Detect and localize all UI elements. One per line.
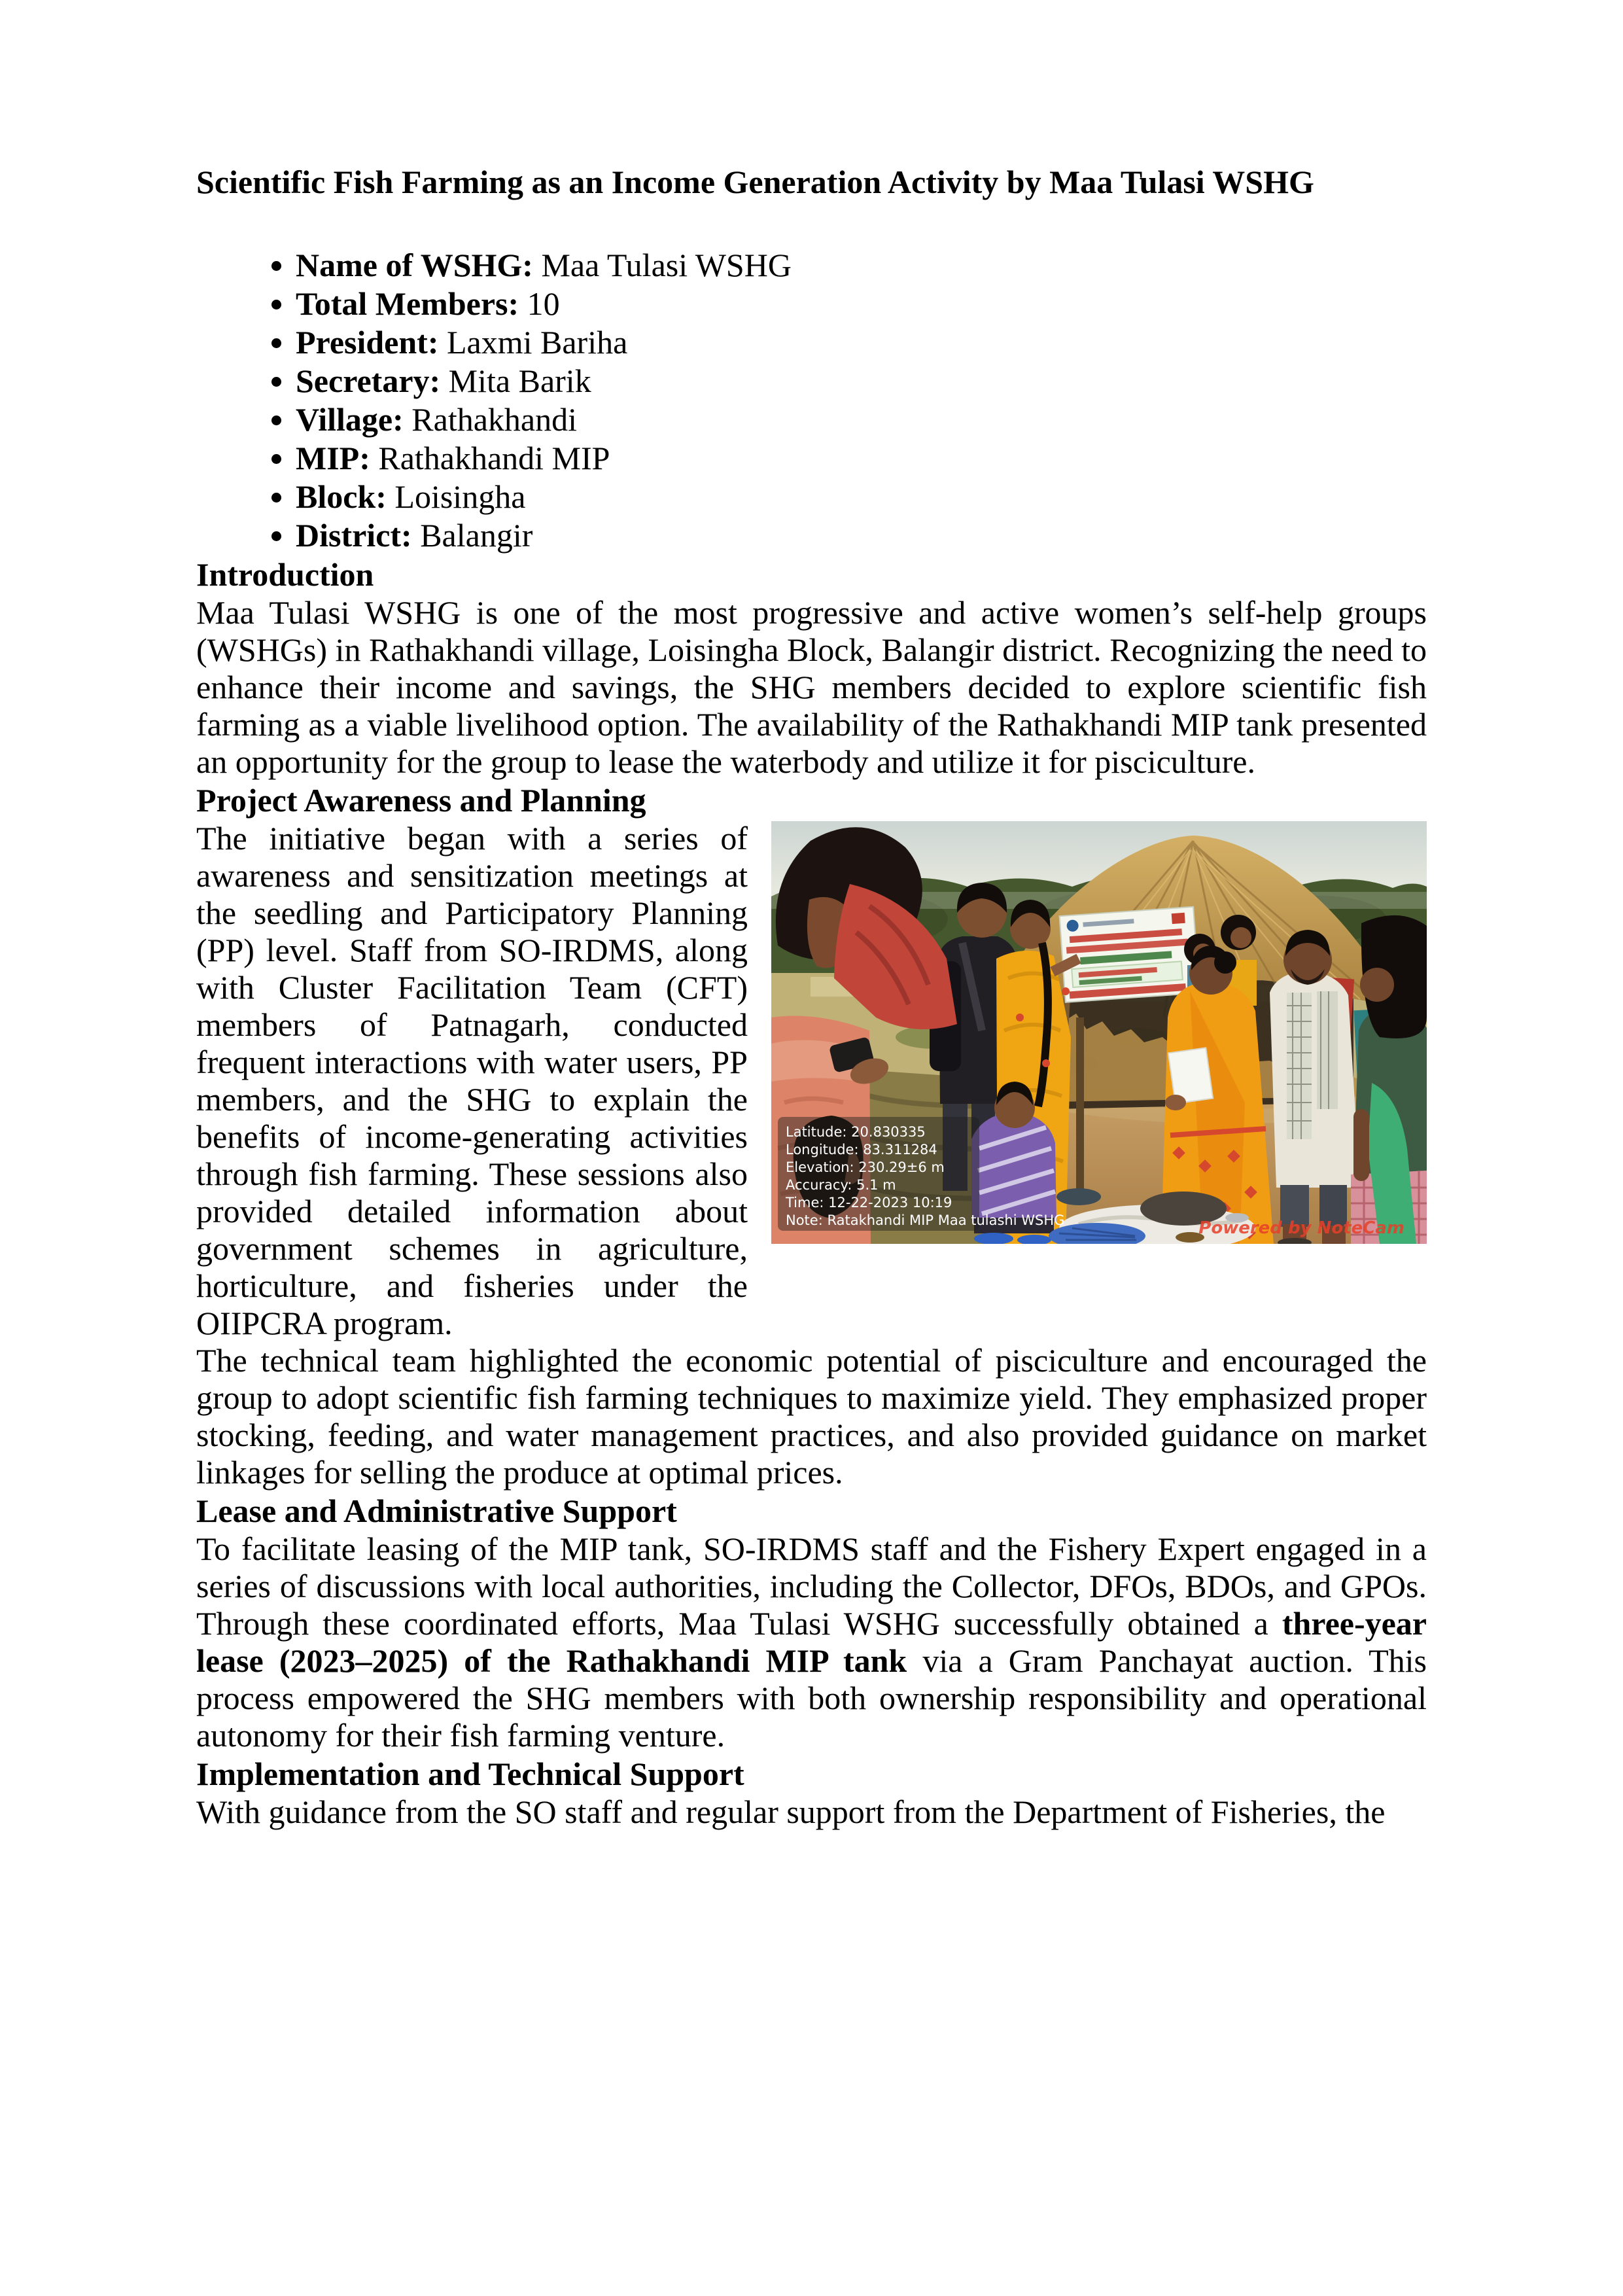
- implementation-paragraph: With guidance from the SO staff and regular support from the Department of Fisheries, the: [196, 1793, 1386, 1830]
- gps-elevation: Elevation: 230.29±6 m: [786, 1159, 945, 1175]
- technical-team-paragraph: The technical team highlighted the economic potential of pisciculture and encouraged the group to adopt scientific fish farming techniques to maximize yield. They emphasized proper stocking, feeding, and water management practices, and also provided guidance on market linkages for selling the produce at optimal prices.: [196, 1342, 1427, 1491]
- list-item: [296, 246, 1427, 284]
- gps-latitude: Latitude: 20.830335: [786, 1124, 926, 1140]
- list-item: [296, 285, 1427, 323]
- meeting-photo-illustration: [771, 821, 1427, 1244]
- gps-note: Note: Ratakhandi MIP Maa tulashi WSHG: [786, 1212, 1065, 1228]
- lease-text-part1: To facilitate leasing of the MIP tank, SO-IRDMS staff and the Fishery Expert engaged in a series of discussions with local authorities, including the Collector, DFOs, BDOs, and GPOs. Through these coordinated efforts, Maa Tulasi WSHG successfully obtained a: [196, 1530, 1427, 1642]
- gps-accuracy: Accuracy: 5.1 m: [786, 1177, 896, 1193]
- fact-value: Maa Tulasi WSHG: [541, 247, 792, 283]
- fact-label: President:: [296, 324, 439, 361]
- meeting-photo: [771, 821, 1427, 1244]
- fact-value: Rathakhandi: [411, 401, 577, 438]
- lease-text-bold: three-year lease (2023–2025) of the Rathakhandi MIP tank: [196, 1605, 1427, 1679]
- woman-far-right: [1351, 915, 1427, 1244]
- implementation-heading: Implementation and Technical Support: [196, 1756, 744, 1792]
- list-item: [296, 439, 1427, 477]
- lease-heading: Lease and Administrative Support: [196, 1492, 677, 1529]
- list-item: [296, 362, 1427, 400]
- gps-time: Time: 12-22-2023 10:19: [786, 1195, 952, 1210]
- notecam-watermark: Powered by NoteCam: [1198, 1218, 1405, 1238]
- fact-value: Balangir: [420, 517, 533, 554]
- list-item: [296, 323, 1427, 361]
- fact-value: Laxmi Bariha: [446, 324, 628, 361]
- gps-longitude: Longitude: 83.311284: [786, 1142, 937, 1157]
- fact-value: Mita Barik: [448, 362, 591, 399]
- lease-paragraph: [196, 1530, 1427, 1754]
- wshg-facts-list: [196, 246, 1427, 554]
- fact-label: Village:: [296, 401, 404, 438]
- list-item: [296, 400, 1427, 438]
- fact-label: Block:: [296, 478, 387, 515]
- fact-label: Total Members:: [296, 285, 519, 322]
- introduction-paragraph: Maa Tulasi WSHG is one of the most progressive and active women’s self-help groups (WSHGs) in Rathakhandi village, Loisingha Block, Balangir district. Recognizing the need to enhance their income and savings, the SHG members decided to explore scientific fish farming as a viable livelihood option. The availability of the Rathakhandi MIP tank presented an opportunity for the group to lease the waterbody and utilize it for pisciculture.: [196, 594, 1427, 780]
- lease-text-part2: via a Gram Panchayat auction. This process empowered the SHG members with both ownership responsibility and operational autonomy for their fish farming venture.: [196, 1642, 1427, 1754]
- fact-value: Loisingha: [394, 478, 526, 515]
- awareness-heading: Project Awareness and Planning: [196, 782, 646, 819]
- fact-value: 10: [527, 285, 560, 322]
- fact-label: District:: [296, 517, 412, 554]
- fact-label: MIP:: [296, 440, 370, 476]
- list-item: [296, 478, 1427, 516]
- list-item: [296, 516, 1427, 554]
- page-title: Scientific Fish Farming as an Income Generation Activity by Maa Tulasi WSHG: [196, 164, 1314, 200]
- fact-label: Secretary:: [296, 362, 441, 399]
- awareness-paragraph: The initiative began with a series of awareness and sensitization meetings at the seedling and Participatory Planning (PP) level. Staff from SO-IRDMS, along with Cluster Facilitation Team (CFT) members of Patnagarh, conducted frequent interactions with water users, PP members, and the SHG to explain the benefits of income-generating activities through fish farming. These sessions also provided detailed information about government schemes in agriculture, horticulture, and fisheries under the OIIPCRA program.: [196, 820, 748, 1341]
- introduction-heading: Introduction: [196, 556, 374, 593]
- fact-label: Name of WSHG:: [296, 247, 533, 283]
- fact-value: Rathakhandi MIP: [378, 440, 610, 476]
